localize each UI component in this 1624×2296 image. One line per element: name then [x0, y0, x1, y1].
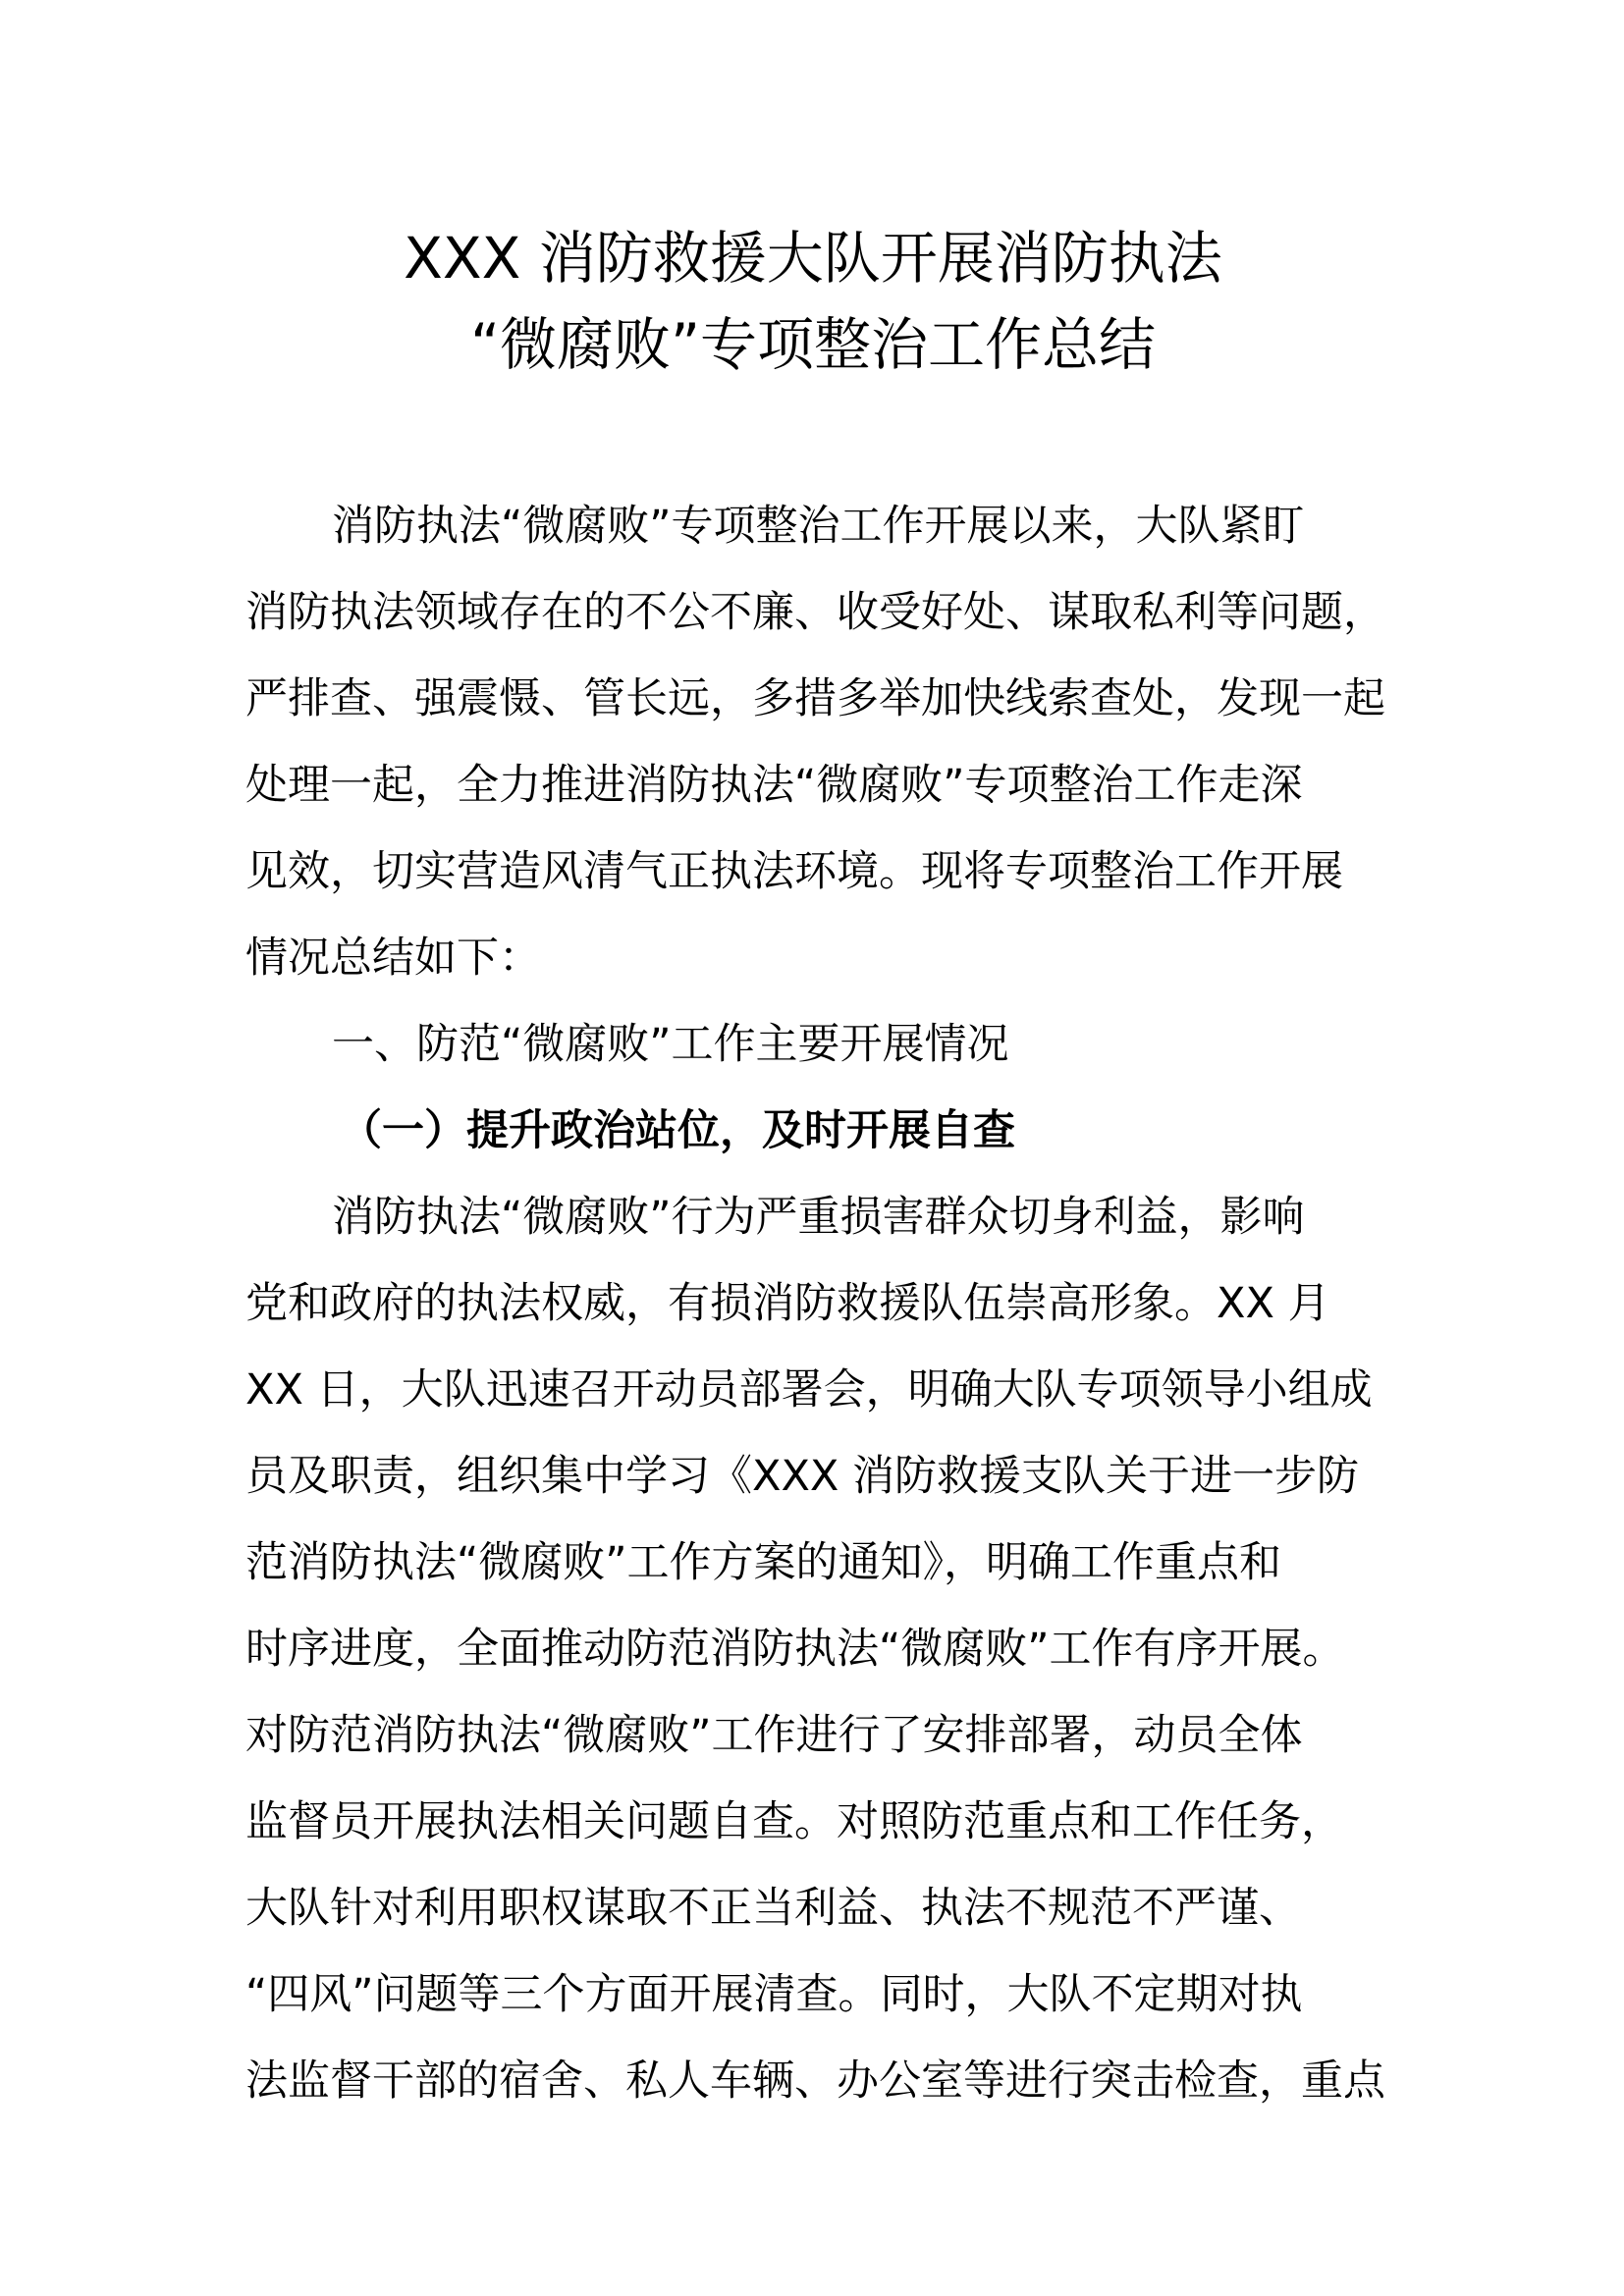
paragraph-line: 处理一起，全力推进消防执法“微腐败”专项整治工作走深: [245, 761, 1303, 810]
paragraph-line: 消防执法“微腐败”行为严重损害群众切身利益，影响: [332, 1193, 1305, 1242]
paragraph-line: 消防执法领域存在的不公不廉、收受好处、谋取私利等问题，: [245, 588, 1385, 637]
paragraph-line: 法监督干部的宿舍、私人车辆、办公室等进行突击检查，重点: [245, 2056, 1385, 2106]
section-heading-1: 一、防范“微腐败”工作主要开展情况: [332, 1020, 1009, 1069]
paragraph-line: 严排查、强震慑、管长远，多措多举加快线索查处，发现一起: [245, 674, 1385, 723]
document-title: [245, 218, 1380, 391]
paragraph-line: 大队针对利用职权谋取不正当利益、执法不规范不严谨、: [245, 1884, 1301, 1933]
paragraph-line: XX 日，大队迅速召开动员部署会，明确大队专项领导小组成: [245, 1365, 1373, 1415]
title-line-2: “微腐败”专项整治工作总结: [469, 311, 1157, 378]
paragraph-line: 消防执法“微腐败”专项整治工作开展以来，大队紧盯: [332, 502, 1305, 551]
paragraph-line: 见效，切实营造风清气正执法环境。现将专项整治工作开展: [245, 847, 1343, 896]
subsection-1-paragraph: [245, 1174, 1385, 2124]
document-body: [245, 483, 1385, 2124]
paragraph-line: “四风”问题等三个方面开展清查。同时，大队不定期对执: [245, 1970, 1303, 2019]
paragraph-line: 时序进度，全面推动防范消防执法“微腐败”工作有序开展。: [245, 1625, 1345, 1674]
paragraph-line: 对防范消防执法“微腐败”工作进行了安排部署，动员全体: [245, 1711, 1303, 1760]
intro-paragraph: [245, 483, 1385, 1001]
paragraph-line: 监督员开展执法相关问题自查。对照防范重点和工作任务，: [245, 1797, 1343, 1846]
subsection-heading-1: （一）提升政治站位，及时开展自查: [340, 1106, 1015, 1155]
paragraph-line: 员及职责，组织集中学习《XXX 消防救援支队关于进一步防: [245, 1452, 1360, 1501]
title-line-1: XXX 消防救援大队开展消防执法: [404, 225, 1222, 292]
paragraph-line: 范消防执法“微腐败”工作方案的通知》，明确工作重点和: [245, 1538, 1282, 1587]
paragraph-line: 党和政府的执法权威，有损消防救援队伍崇高形象。XX 月: [245, 1279, 1330, 1328]
paragraph-line: 情况总结如下：: [245, 934, 541, 983]
